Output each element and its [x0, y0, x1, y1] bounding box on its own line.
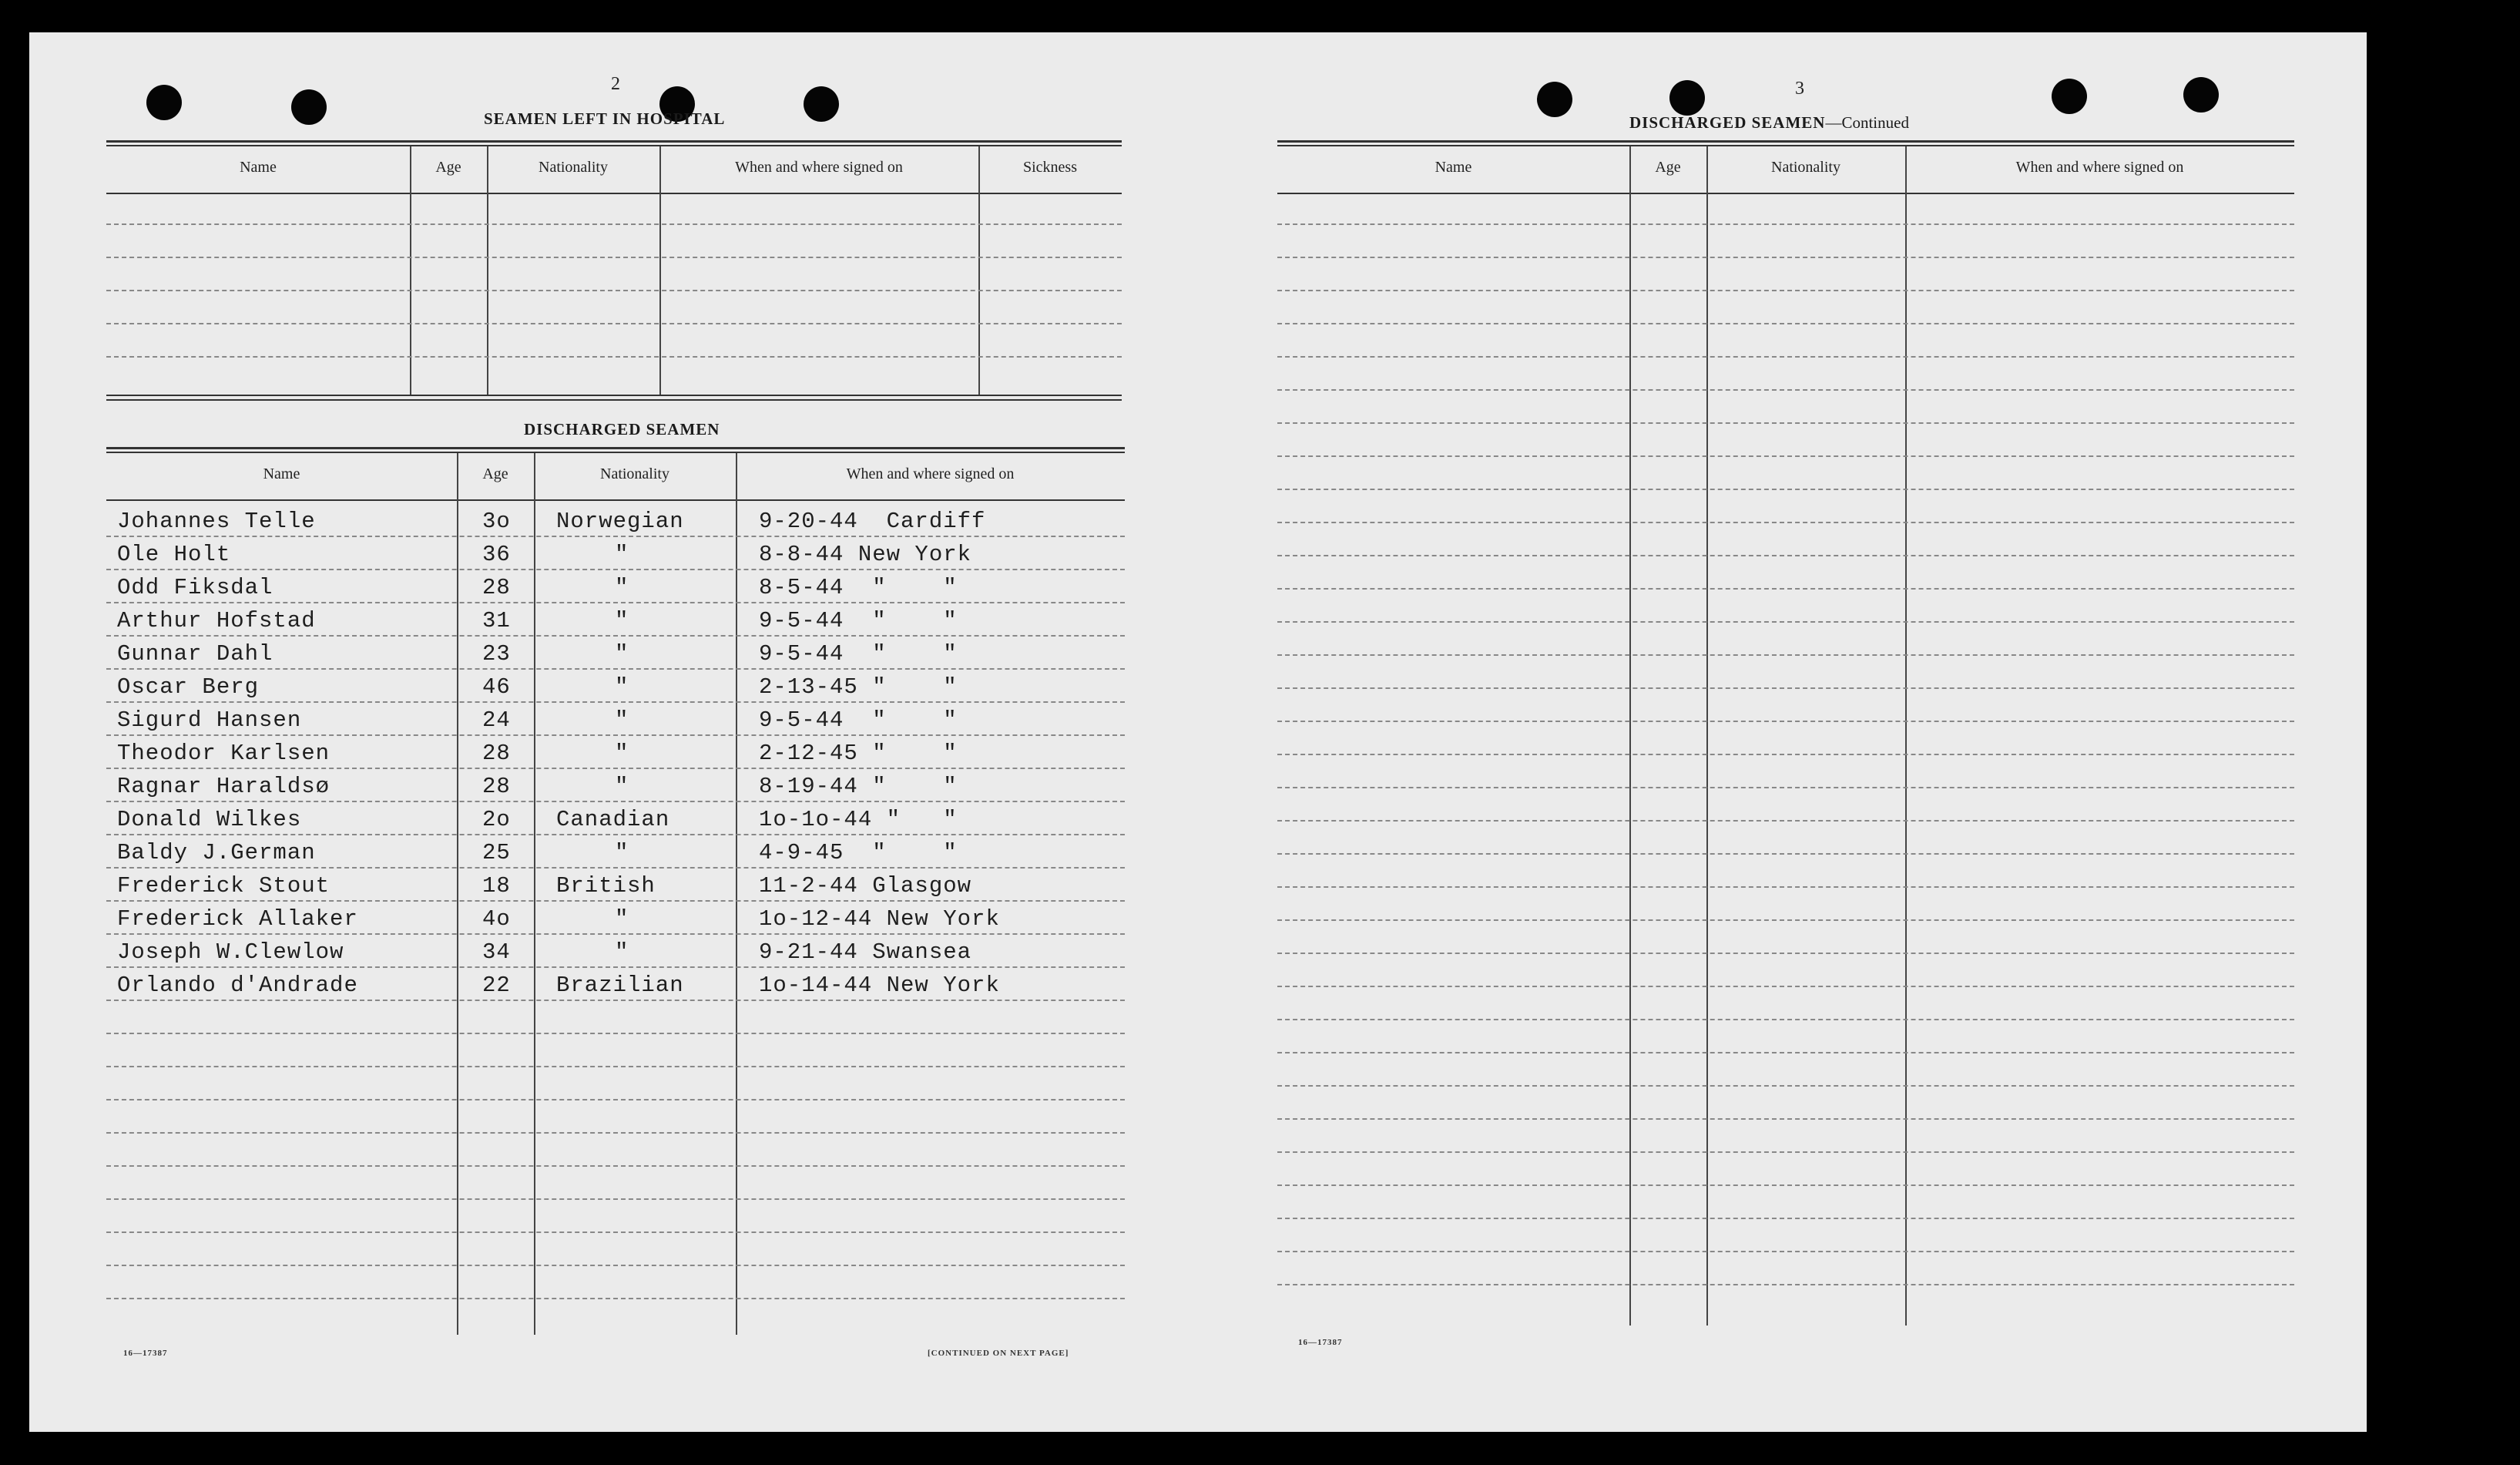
row-line: [106, 1033, 1125, 1034]
header-rule-top: [106, 447, 1125, 449]
seaman-nationality: Norwegian: [556, 509, 684, 534]
row-line: [106, 635, 1125, 637]
row-line: [106, 801, 1125, 802]
seaman-nationality: ": [615, 741, 629, 766]
seaman-name: Theodor Karlsen: [117, 741, 331, 766]
right-title-suffix: —Continued: [1825, 113, 1909, 132]
row-line: [106, 1099, 1125, 1100]
hospital-section-title: SEAMEN LEFT IN HOSPITAL: [484, 109, 726, 128]
row-line: [106, 356, 1122, 358]
row-line: [106, 569, 1125, 570]
punch-hole: [2052, 79, 2087, 114]
row-line: [106, 900, 1125, 902]
row-line: [1277, 787, 2294, 788]
row-line: [1277, 1218, 2294, 1219]
row-line: [1277, 1019, 2294, 1020]
form-number-left: 16—17387: [123, 1349, 168, 1358]
seaman-age: 31: [482, 608, 511, 633]
row-line: [1277, 1151, 2294, 1153]
row-line: [1277, 1284, 2294, 1285]
seaman-name: Frederick Stout: [117, 873, 331, 899]
column-header: When and where signed on: [735, 159, 903, 176]
row-line: [1277, 389, 2294, 391]
row-line: [1277, 489, 2294, 490]
seaman-signed-on: 1o-14-44 New York: [759, 973, 1000, 998]
row-line: [106, 933, 1125, 935]
seaman-age: 28: [482, 741, 511, 766]
row-line: [1277, 1085, 2294, 1087]
seaman-name: Ragnar Haraldsø: [117, 774, 331, 799]
row-line: [1277, 919, 2294, 921]
row-line: [106, 536, 1125, 537]
seaman-age: 22: [482, 973, 511, 998]
form-number-right: 16—17387: [1298, 1338, 1343, 1347]
column-header: Age: [1655, 159, 1681, 176]
row-line: [106, 290, 1122, 291]
row-line: [1277, 953, 2294, 954]
column-header: When and where signed on: [2015, 159, 2184, 176]
row-line: [1277, 356, 2294, 358]
column-divider: [534, 453, 535, 1335]
table-bottom-rule: [106, 395, 1122, 396]
seaman-age: 24: [482, 707, 511, 733]
row-line: [1277, 654, 2294, 656]
seaman-signed-on: 9-20-44 Cardiff: [759, 509, 986, 534]
seaman-age: 28: [482, 774, 511, 799]
column-divider: [736, 453, 737, 1335]
header-rule-bottom: [106, 499, 1125, 501]
row-line: [106, 1298, 1125, 1299]
row-line: [1277, 621, 2294, 623]
seaman-age: 36: [482, 542, 511, 567]
row-line: [106, 323, 1122, 324]
seaman-nationality: ": [615, 840, 629, 865]
seaman-nationality: British: [556, 873, 656, 899]
header-rule-top: [106, 140, 1122, 143]
row-line: [1277, 588, 2294, 590]
row-line: [106, 1066, 1125, 1067]
header-rule-bottom: [1277, 193, 2294, 194]
seaman-age: 46: [482, 674, 511, 700]
seaman-age: 23: [482, 641, 511, 667]
row-line: [106, 768, 1125, 769]
punch-hole: [804, 86, 839, 122]
header-rule-top-2: [1277, 145, 2294, 146]
seaman-name: Oscar Berg: [117, 674, 260, 700]
row-line: [106, 1231, 1125, 1233]
seaman-signed-on: 11-2-44 Glasgow: [759, 873, 972, 899]
header-rule-bottom: [106, 193, 1122, 194]
row-line: [1277, 1184, 2294, 1186]
row-line: [1277, 555, 2294, 556]
seaman-name: Donald Wilkes: [117, 807, 302, 832]
seaman-age: 4o: [482, 906, 511, 932]
column-header: Name: [1434, 159, 1472, 176]
column-header: Nationality: [600, 465, 669, 482]
row-line: [1277, 257, 2294, 258]
seaman-signed-on: 4-9-45 " ": [759, 840, 958, 865]
column-header: Nationality: [539, 159, 608, 176]
seaman-nationality: ": [615, 939, 629, 965]
row-line: [1277, 1052, 2294, 1053]
row-line: [1277, 820, 2294, 822]
seaman-nationality: ": [615, 608, 629, 633]
row-line: [106, 257, 1122, 258]
row-line: [106, 734, 1125, 736]
seaman-name: Orlando d'Andrade: [117, 973, 358, 998]
row-line: [106, 223, 1122, 225]
seaman-name: Johannes Telle: [117, 509, 316, 534]
header-rule-top: [1277, 140, 2294, 143]
header-rule-top-2: [106, 452, 1125, 453]
seaman-name: Sigurd Hansen: [117, 707, 302, 733]
seaman-nationality: Canadian: [556, 807, 670, 832]
page-number-left: 2: [611, 74, 620, 94]
row-line: [1277, 986, 2294, 987]
row-line: [1277, 886, 2294, 888]
seaman-age: 34: [482, 939, 511, 965]
seaman-signed-on: 8-19-44 " ": [759, 774, 958, 799]
row-line: [1277, 721, 2294, 722]
row-line: [1277, 754, 2294, 755]
column-header: Age: [435, 159, 461, 176]
document-sheet: [29, 32, 2367, 1432]
row-line: [106, 1165, 1125, 1167]
seaman-nationality: ": [615, 542, 629, 567]
row-line: [1277, 455, 2294, 457]
punch-hole: [291, 89, 327, 125]
row-line: [106, 867, 1125, 869]
seaman-nationality: ": [615, 906, 629, 932]
seaman-signed-on: 1o-1o-44 " ": [759, 807, 958, 832]
seaman-name: Ole Holt: [117, 542, 231, 567]
row-line: [1277, 290, 2294, 291]
punch-hole: [146, 85, 182, 120]
row-line: [1277, 223, 2294, 225]
punch-hole: [1669, 80, 1705, 116]
column-header: Nationality: [1771, 159, 1841, 176]
row-line: [1277, 1251, 2294, 1252]
row-line: [1277, 853, 2294, 855]
seaman-age: 28: [482, 575, 511, 600]
right-page-title: [1629, 113, 1909, 133]
row-line: [106, 701, 1125, 703]
seaman-name: Joseph W.Clewlow: [117, 939, 344, 965]
column-divider: [457, 453, 458, 1335]
row-line: [1277, 522, 2294, 523]
seaman-nationality: ": [615, 641, 629, 667]
seaman-signed-on: 9-5-44 " ": [759, 707, 958, 733]
row-line: [106, 602, 1125, 603]
seaman-signed-on: 9-5-44 " ": [759, 608, 958, 633]
discharged-section-title: DISCHARGED SEAMEN: [524, 420, 720, 438]
seaman-signed-on: 9-21-44 Swansea: [759, 939, 972, 965]
seaman-name: Frederick Allaker: [117, 906, 358, 932]
seaman-age: 25: [482, 840, 511, 865]
page-number-right: 3: [1795, 79, 1804, 99]
column-header: Age: [482, 465, 508, 482]
seaman-signed-on: 2-13-45 " ": [759, 674, 958, 700]
seaman-nationality: ": [615, 774, 629, 799]
seaman-nationality: ": [615, 674, 629, 700]
seaman-age: 3o: [482, 509, 511, 534]
row-line: [106, 1000, 1125, 1001]
seaman-signed-on: 9-5-44 " ": [759, 641, 958, 667]
seaman-age: 2o: [482, 807, 511, 832]
column-header: When and where signed on: [846, 465, 1015, 482]
continued-note: [CONTINUED ON NEXT PAGE]: [928, 1349, 1069, 1358]
seaman-name: Arthur Hofstad: [117, 608, 316, 633]
seaman-name: Baldy J.German: [117, 840, 316, 865]
seaman-signed-on: 2-12-45 " ": [759, 741, 958, 766]
row-line: [1277, 687, 2294, 689]
row-line: [1277, 422, 2294, 424]
seaman-age: 18: [482, 873, 511, 899]
column-header: Sickness: [1023, 159, 1077, 176]
seaman-signed-on: 1o-12-44 New York: [759, 906, 1000, 932]
row-line: [106, 966, 1125, 968]
row-line: [1277, 323, 2294, 324]
seaman-name: Odd Fiksdal: [117, 575, 273, 600]
punch-hole: [2183, 77, 2219, 113]
column-header: Name: [240, 159, 277, 176]
row-line: [106, 1132, 1125, 1134]
column-header: Name: [263, 465, 300, 482]
seaman-signed-on: 8-8-44 New York: [759, 542, 972, 567]
row-line: [106, 668, 1125, 670]
seaman-name: Gunnar Dahl: [117, 641, 273, 667]
seaman-signed-on: 8-5-44 " ": [759, 575, 958, 600]
row-line: [106, 834, 1125, 835]
header-rule-top-2: [106, 145, 1122, 146]
seaman-nationality: Brazilian: [556, 973, 684, 998]
seaman-nationality: ": [615, 575, 629, 600]
punch-hole: [1537, 82, 1572, 117]
right-title-main: DISCHARGED SEAMEN: [1629, 113, 1826, 132]
table-bottom-rule-2: [106, 399, 1122, 401]
row-line: [106, 1265, 1125, 1266]
seaman-nationality: ": [615, 707, 629, 733]
row-line: [1277, 1118, 2294, 1120]
row-line: [106, 1198, 1125, 1200]
